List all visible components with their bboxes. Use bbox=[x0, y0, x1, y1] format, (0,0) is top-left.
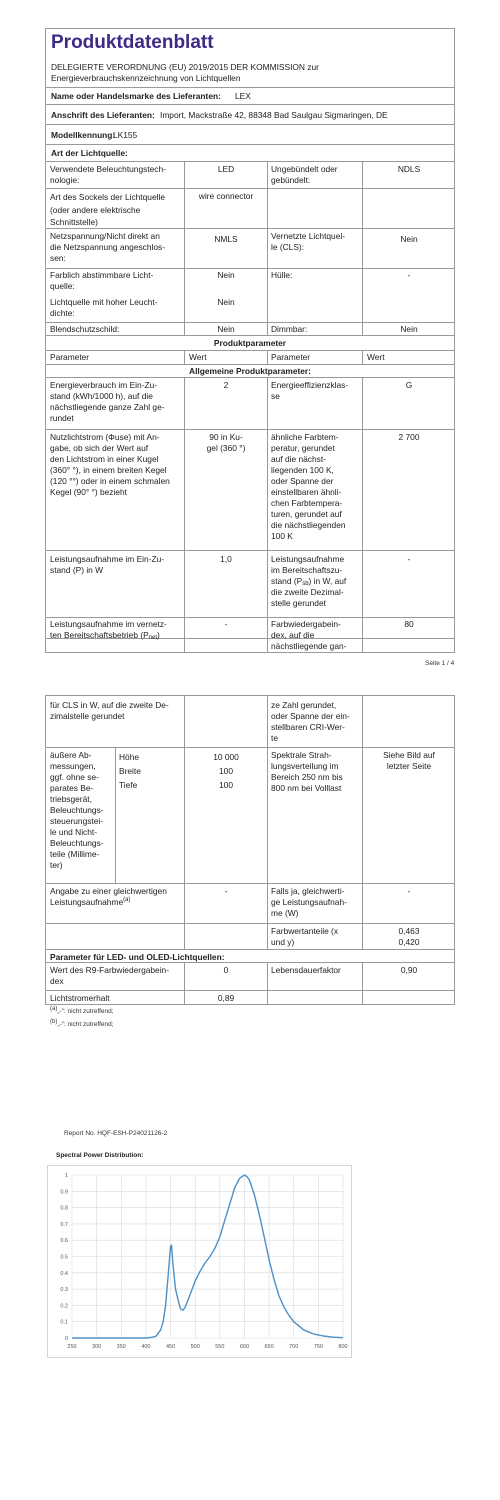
column-separator bbox=[362, 161, 363, 335]
row-separator bbox=[45, 364, 455, 365]
column-separator bbox=[362, 695, 363, 949]
address-label: Anschrift des Lieferanten: bbox=[51, 110, 155, 120]
equivalent-watts-value: - bbox=[407, 886, 411, 896]
envelope-label: Hülle: bbox=[271, 270, 293, 280]
tunable-value: Nein bbox=[217, 270, 235, 280]
model-label: Modellkennung: bbox=[51, 130, 116, 140]
column-header-parameter: Parameter bbox=[271, 352, 311, 362]
chromaticity-label: Farbwertanteile (x und y) bbox=[271, 926, 339, 947]
footnote: $^{(a)}$„-“: nicht zutreffend; bbox=[50, 1005, 114, 1015]
lifetime-value: 0,90 bbox=[400, 965, 418, 975]
y-tick-label: 0.2 bbox=[60, 1303, 68, 1310]
row-separator bbox=[45, 350, 455, 351]
y-tick-label: 0.3 bbox=[60, 1287, 68, 1294]
y-tick-label: 0.9 bbox=[60, 1189, 68, 1196]
brand-label: Name oder Handelsmarke des Lieferanten: bbox=[51, 91, 221, 101]
x-tick-label: 450 bbox=[165, 1344, 176, 1350]
address-value: Import, Mackstraße 42, 88348 Bad Saulgau Sigmaringen, DE bbox=[160, 110, 388, 120]
column-header-parameter: Parameter bbox=[50, 352, 90, 362]
row-separator bbox=[45, 550, 455, 551]
flux-label: Nutzlichtstrom (Φuse) mit An- gabe, ob sich der Wert auf den Lichtstrom in einer Kugel (360° °), in einem breiten Kegel (120 °°) oder in einem schmalen Kegel (90° °) bezieht bbox=[50, 432, 170, 497]
equivalent-power-label: Angabe zu einer gleichwertigen Leistungsaufnahme$^{(a)}$ bbox=[50, 886, 167, 907]
row-separator bbox=[45, 104, 455, 105]
row-separator bbox=[45, 322, 455, 323]
tunable-label: Farblich abstimmbare Licht- quelle: bbox=[50, 270, 154, 291]
section-heading: Art der Lichtquelle: bbox=[51, 148, 128, 158]
y-tick-label: 0.7 bbox=[60, 1221, 68, 1228]
model-value: LK155 bbox=[113, 130, 138, 140]
column-separator bbox=[362, 377, 363, 653]
net-power-label: Leistungsaufnahme im vernetz- ten Bereitschaftsbetrieb $(P_{net})$ bbox=[50, 619, 167, 641]
row-separator bbox=[45, 923, 455, 924]
net-power-label-continued: für CLS in W, auf die zweite De- zimalstelle gerundet bbox=[50, 700, 169, 721]
column-separator bbox=[267, 962, 268, 1005]
x-tick-label: 350 bbox=[116, 1344, 126, 1350]
column-separator bbox=[184, 350, 185, 364]
row-separator bbox=[45, 949, 455, 950]
column-separator bbox=[184, 161, 185, 335]
on-power-label: Leistungsaufnahme im Ein-Zu- stand (P) in W bbox=[50, 554, 165, 575]
row-separator bbox=[45, 161, 455, 162]
net-power-value: - bbox=[224, 619, 228, 629]
x-tick-label: 500 bbox=[190, 1344, 200, 1350]
bundled-label: Ungebündelt oder gebündelt: bbox=[271, 164, 338, 185]
on-power-value: 1,0 bbox=[220, 554, 232, 564]
socket-label: Art des Sockels der Lichtquelle (oder andere elektrische Schnittstelle) bbox=[50, 192, 165, 227]
x-tick-label: 400 bbox=[141, 1344, 151, 1350]
column-separator bbox=[362, 350, 363, 364]
report-number: Report No. HQF-ESH-P24021126-2 bbox=[64, 1130, 168, 1137]
x-tick-label: 600 bbox=[239, 1344, 250, 1350]
column-separator bbox=[267, 695, 268, 949]
brand-value: LEX bbox=[235, 91, 251, 101]
row-separator bbox=[45, 429, 455, 430]
x-tick-label: 250 bbox=[67, 1344, 77, 1350]
page-title: Produktdatenblatt bbox=[51, 32, 214, 53]
dimension-labels: Höhe Breite Tiefe bbox=[119, 752, 141, 790]
regulation-text: Energieverbrauchskennzeichnung von Lichtquellen bbox=[51, 73, 241, 83]
row-separator bbox=[45, 617, 455, 618]
luminance-label: Lichtquelle mit hoher Leucht- dichte: bbox=[50, 297, 158, 318]
y-tick-label: 0.1 bbox=[60, 1319, 68, 1326]
column-separator bbox=[115, 747, 116, 883]
row-separator bbox=[45, 268, 455, 269]
lifetime-label: Lebensdauerfaktor bbox=[271, 965, 341, 975]
chromaticity-values: 0,463 0,420 bbox=[398, 926, 420, 947]
spectral-chart bbox=[47, 1165, 352, 1358]
envelope-value: - bbox=[407, 270, 411, 280]
mains-value: NMLS bbox=[214, 234, 238, 244]
y-tick-label: 0.8 bbox=[60, 1205, 68, 1212]
column-header-value: Wert bbox=[367, 352, 385, 362]
dimensions-label: äußere Ab- messungen, ggf. ohne se- parates Be- triebsgerät, Beleuchtungs- steuerungstei- le und Nicht- Beleuchtungs- teile (Millime- ter) bbox=[50, 750, 104, 870]
standby-power-value: - bbox=[407, 554, 411, 564]
efficiency-label: Energieeffizienzklas- se bbox=[271, 380, 349, 401]
x-tick-label: 650 bbox=[264, 1344, 274, 1350]
cct-value: 2 700 bbox=[398, 432, 420, 442]
row-separator bbox=[45, 124, 455, 125]
column-separator bbox=[184, 377, 185, 653]
cri-label: Farbwiedergabein- dex, auf die nächstliegende gan- bbox=[271, 619, 347, 651]
x-tick-label: 750 bbox=[313, 1344, 323, 1350]
equivalent-watts-label: Falls ja, gleichwerti- ge Leistungsaufnah- me (W) bbox=[271, 886, 347, 918]
lumen-maintenance-label: Lichtstromerhalt bbox=[50, 993, 110, 1003]
glare-label: Blendschutzschild: bbox=[50, 324, 120, 334]
r9-label: Wert des R9-Farbwiedergabein- dex bbox=[50, 965, 170, 986]
column-separator bbox=[267, 161, 268, 335]
column-separator bbox=[267, 350, 268, 364]
spectral-chart-svg bbox=[48, 1166, 351, 1357]
tech-value: LED bbox=[217, 164, 235, 174]
row-separator bbox=[45, 188, 455, 189]
dimmable-value: Nein bbox=[400, 324, 418, 334]
column-header-value: Wert bbox=[189, 352, 207, 362]
luminance-value: Nein bbox=[217, 297, 235, 307]
tech-label: Verwendete Beleuchtungstech- nologie: bbox=[50, 164, 166, 185]
efficiency-value: G bbox=[405, 380, 413, 390]
spectral-value: Siehe Bild auf letzter Seite bbox=[383, 750, 435, 771]
y-tick-label: 0.5 bbox=[60, 1254, 68, 1261]
row-separator bbox=[45, 144, 455, 145]
x-tick-label: 800 bbox=[338, 1344, 348, 1350]
cri-value: 80 bbox=[404, 619, 414, 629]
spectral-label: Spektrale Strah- lungsverteilung im Bereich 250 nm bis 800 nm bei Volllast bbox=[271, 750, 343, 793]
row-separator bbox=[45, 883, 455, 884]
y-tick-label: 0 bbox=[64, 1336, 68, 1342]
footnote: $^{(b)}$„-“: nicht zutreffend; bbox=[50, 1018, 114, 1028]
bundled-value: NDLS bbox=[397, 164, 421, 174]
standby-power-label: Leistungsaufnahme im Bereitschaftszu- stand $(P_{sb})$ in W, auf die zweite Dezimal- stelle gerundet bbox=[271, 554, 347, 608]
column-separator bbox=[267, 377, 268, 653]
y-tick-label: 1 bbox=[64, 1173, 68, 1179]
glare-value: Nein bbox=[217, 324, 235, 334]
r9-value: 0 bbox=[223, 965, 229, 975]
section-heading: Produktparameter bbox=[213, 338, 287, 348]
dimmable-label: Dimmbar: bbox=[271, 324, 308, 334]
page-number: Seite 1 / 4 bbox=[425, 660, 455, 667]
section-heading: Allgemeine Produktparameter: bbox=[189, 366, 311, 376]
cct-label: ähnliche Farbtem- peratur, gerundet auf die nächst- liegenden 100 K, oder Spanne der einstellbaren ähnli- chen Farbtempera- turen, gerundet auf die nächstliegenden 100 K bbox=[271, 432, 346, 541]
y-tick-label: 0.4 bbox=[60, 1270, 68, 1277]
mains-label: Netzspannung/Nicht direkt an die Netzspannung angeschlos- sen: bbox=[50, 231, 166, 263]
dimension-values: 10 000 100 100 bbox=[213, 752, 239, 790]
cls-label: Vernetzte Lichtquel- le (CLS): bbox=[271, 231, 346, 252]
row-separator bbox=[45, 87, 455, 88]
row-separator bbox=[45, 747, 455, 748]
row-separator bbox=[45, 335, 455, 336]
equivalent-power-value: - bbox=[224, 886, 228, 896]
y-tick-label: 0.6 bbox=[60, 1238, 68, 1245]
section-heading: Parameter für LED- und OLED-Lichtquellen: bbox=[50, 952, 225, 962]
socket-value: wire connector bbox=[198, 191, 254, 201]
x-tick-label: 700 bbox=[289, 1344, 299, 1350]
energy-label: Energieverbrauch im Ein-Zu- stand (kWh/1000 h), auf die nächstliegende ganze Zahl ge- rundet bbox=[50, 380, 165, 423]
x-tick-label: 550 bbox=[215, 1344, 225, 1350]
regulation-text: DELEGIERTE VERORDNUNG (EU) 2019/2015 DER KOMMISSION zur bbox=[51, 62, 319, 72]
energy-value: 2 bbox=[223, 380, 229, 390]
row-separator bbox=[45, 990, 455, 991]
row-separator bbox=[45, 377, 455, 378]
flux-value: 90 in Ku- gel (360 °) bbox=[206, 432, 246, 453]
x-tick-label: 300 bbox=[92, 1344, 102, 1350]
chart-title: Spectral Power Distribution: bbox=[56, 1152, 144, 1159]
lumen-maintenance-value: 0,89 bbox=[217, 993, 235, 1003]
cri-label-continued: ze Zahl gerundet, oder Spanne der ein- stellbaren CRI-Wer- te bbox=[271, 700, 350, 743]
column-separator bbox=[184, 695, 185, 949]
cls-value: Nein bbox=[400, 234, 418, 244]
